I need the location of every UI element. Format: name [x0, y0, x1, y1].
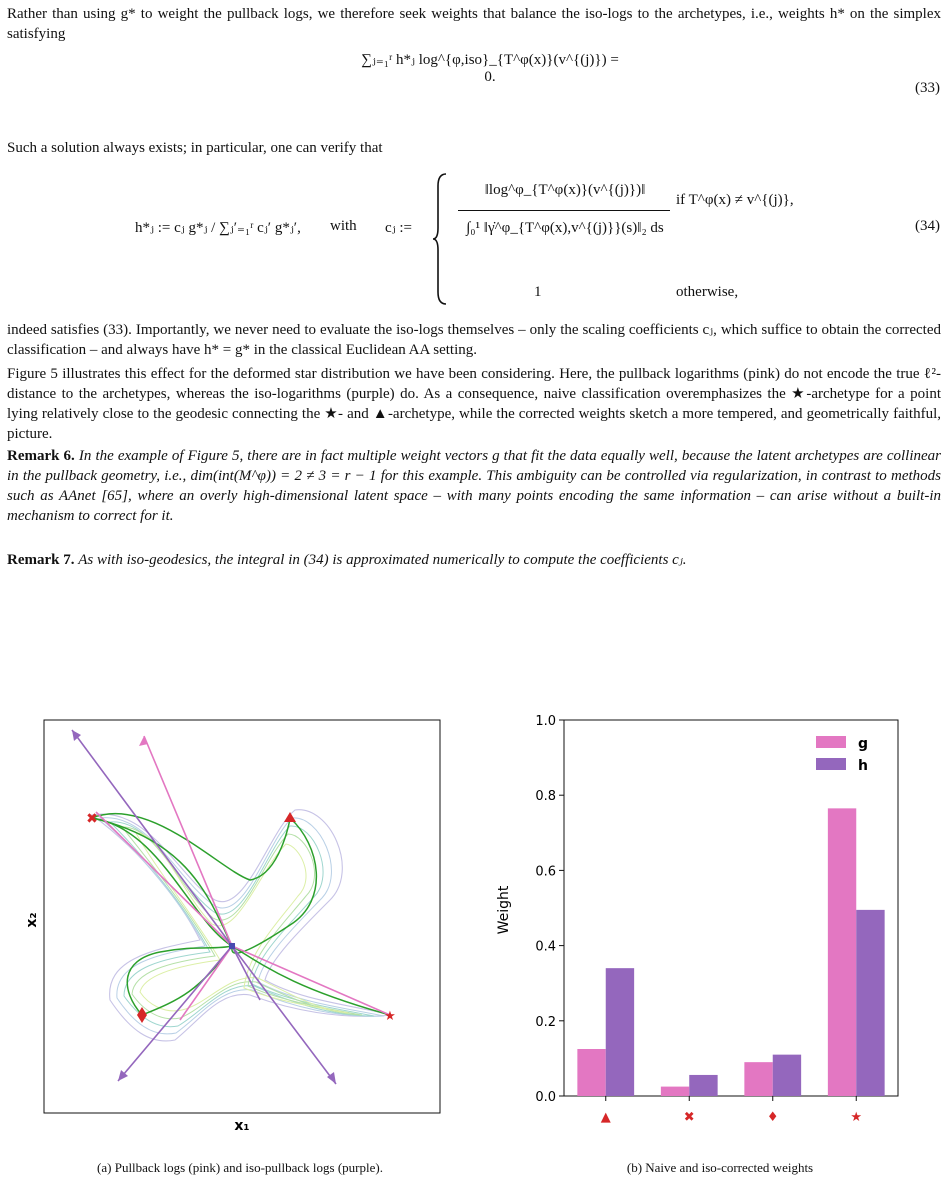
remark-6: [7, 446, 941, 526]
equation-34-number: (34): [915, 218, 940, 234]
equation-34-case1-condition: if T^φ(x) ≠ v^{(j)},: [676, 192, 794, 208]
remark-6-label: Remark 6.: [7, 448, 75, 464]
bar-g-0: [577, 1049, 605, 1096]
bar-h-1: [689, 1075, 717, 1096]
remark-7-body: As with iso-geodesics, the integral in (34) is approximated numerically to compute the coefficients cⱼ.: [78, 552, 687, 568]
equation-34-with: with: [330, 218, 357, 234]
figure-a-query-point: [229, 943, 235, 949]
remark-7: [7, 550, 941, 570]
figure-a-axes-frame: [44, 720, 440, 1113]
bar-g-2: [744, 1062, 772, 1096]
legend-swatch-h: [816, 758, 846, 770]
bar-h-0: [606, 968, 634, 1096]
equation-34-cj: cⱼ :=: [385, 220, 412, 236]
bar-h-2: [773, 1055, 801, 1096]
paragraph-intro: Rather than using g* to weight the pullback logs, we therefore seek weights that balance the iso-logs to the archetypes, i.e., weights h* on the simplex satisfying: [7, 6, 941, 42]
caption-a: (a) Pullback logs (pink) and iso-pullback logs (purple).: [97, 1160, 383, 1175]
remark-6-body: In the example of Figure 5, there are in fact multiple weight vectors g that fit the data equally well, because the latent archetypes are collinear in the pullback geometry, i.e., dim(int(M^φ)) = 2 ≠ 3 = r − 1 for this example. This ambiguity can be controlled via regularization, in contrast to methods such as AAnet [65], where an overly high-dimensional latent space – with many points encoding the same information – can arise without a built-in mechanism to correct for it.: [7, 448, 941, 524]
equation-34-case1-denominator: ∫₀¹ ‖γ̇^φ_{T^φ(x),v^{(j)}}(s)‖₂ ds: [466, 220, 664, 236]
equation-34-case2-value: 1: [534, 284, 542, 300]
figure-a-pullback-logs: [0, 700, 470, 1140]
y-tick-label: 0.6: [535, 864, 556, 880]
equation-34-case2-condition: otherwise,: [676, 284, 739, 300]
legend-label-g: g: [858, 736, 869, 752]
archetype-x-marker: ✖: [86, 811, 98, 827]
category-label: ♦: [766, 1110, 779, 1125]
y-tick-label: 0.2: [535, 1014, 556, 1030]
equation-34-case1-numerator: ‖log^φ_{T^φ(x)}(v^{(j)})‖: [484, 182, 646, 198]
y-tick-label: 0.8: [535, 789, 556, 805]
figure-a-xlabel: x₁: [234, 1118, 250, 1134]
remark-7-label: Remark 7.: [7, 552, 75, 568]
equation-34-brace: [432, 172, 448, 306]
paragraph-solution: Such a solution always exists; in particular, one can verify that: [7, 140, 383, 156]
equation-33: ∑ⱼ₌₁ʳ h*ⱼ log^{φ,iso}_{T^φ(x)}(v^{(j)}) = 0.: [361, 52, 619, 85]
category-label: ✖: [683, 1110, 695, 1125]
caption-b: (b) Naive and iso-corrected weights: [626, 1160, 814, 1175]
y-tick-label: 0.0: [535, 1090, 556, 1105]
bar-g-3: [828, 808, 856, 1096]
y-tick-label: 0.4: [535, 939, 556, 955]
figure-b-ylabel: Weight: [496, 885, 512, 935]
archetype-star-marker: ★: [384, 1009, 396, 1024]
paragraph-figure5: Figure 5 illustrates this effect for the deformed star distribution we have been considering. Here, the pullback logarithms (pink) do not encode the true ℓ²-distance to the archetypes, whereas the iso-logarithms (purple) do. As a consequence, naive classification overemphasizes the ★-archetype for a point lying relatively close to the geodesic connecting the ★- and ▲-archetype, while the corrected weights sketch a more tempered, and geometrically faithful, picture.: [7, 366, 941, 442]
paragraph-satisfies: indeed satisfies (33). Importantly, we never need to evaluate the iso-logs themselves – only the scaling coefficients cⱼ, which suffice to obtain the corrected classification – and always have h* = g* in the classical Euclidean AA setting.: [7, 322, 941, 358]
equation-34-fraction-bar: [458, 210, 670, 211]
legend-label-h: h: [858, 758, 868, 774]
bar-g-1: [661, 1087, 689, 1096]
category-label: ▲: [600, 1110, 611, 1125]
figure-b-weights-chart: [488, 700, 928, 1140]
category-label: ★: [850, 1110, 863, 1125]
equation-34-lhs: h*ⱼ := cⱼ g*ⱼ / ∑ⱼ′₌₁ʳ cⱼ′ g*ⱼ′,: [135, 220, 301, 236]
y-tick-label: 1.0: [535, 714, 556, 729]
equation-33-number: (33): [915, 80, 940, 96]
figure-a-ylabel: x₂: [24, 912, 40, 928]
legend-swatch-g: [816, 736, 846, 748]
bar-h-3: [856, 910, 884, 1096]
